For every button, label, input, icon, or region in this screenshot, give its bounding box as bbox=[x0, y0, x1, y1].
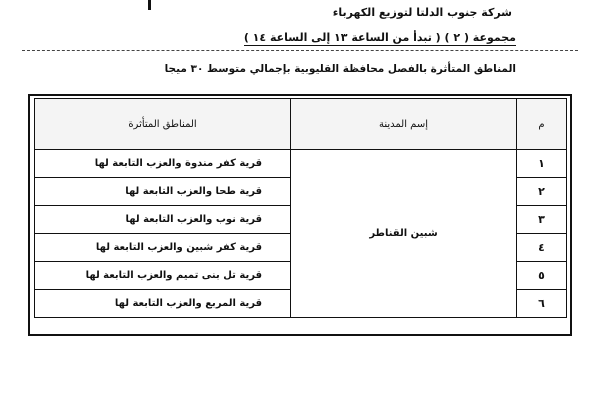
row-number: ١ bbox=[517, 150, 567, 178]
header-number: م bbox=[517, 99, 567, 150]
group-title bbox=[244, 31, 516, 44]
row-area: قرية المربع والعزب التابعة لها bbox=[35, 290, 291, 318]
company-name: شركة جنوب الدلتا لتوزيع الكهرباء bbox=[332, 6, 512, 19]
affected-areas-title: المناطق المتأثرة بالفصل محافظة القليوبية بإجمالي متوسط ٣٠ ميجا bbox=[164, 63, 516, 75]
row-number: ٤ bbox=[517, 234, 567, 262]
city-name: شبين القناطر bbox=[291, 150, 517, 318]
row-number: ٥ bbox=[517, 262, 567, 290]
row-area: قرية تل بنى تميم والعزب التابعة لها bbox=[35, 262, 291, 290]
table-row bbox=[35, 150, 567, 178]
table-header-row bbox=[35, 99, 567, 150]
row-area: قرية كفر مندوة والعزب التابعة لها bbox=[35, 150, 291, 178]
row-area: قرية طحا والعزب التابعة لها bbox=[35, 178, 291, 206]
header-divider bbox=[22, 50, 578, 51]
row-number: ٢ bbox=[517, 178, 567, 206]
affected-areas-table bbox=[34, 98, 567, 318]
scan-mark bbox=[148, 0, 151, 10]
header-city: إسم المدينة bbox=[291, 99, 517, 150]
header-areas: المناطق المتأثرة bbox=[35, 99, 291, 150]
row-area: قرية كفر شبين والعزب التابعة لها bbox=[35, 234, 291, 262]
row-number: ٣ bbox=[517, 206, 567, 234]
row-area: قرية نوب والعزب التابعة لها bbox=[35, 206, 291, 234]
group-title-text: مجموعة ( ٢ ) ( تبدأ من الساعة ١٣ إلى الساعة ١٤ ) bbox=[243, 31, 516, 44]
row-number: ٦ bbox=[517, 290, 567, 318]
